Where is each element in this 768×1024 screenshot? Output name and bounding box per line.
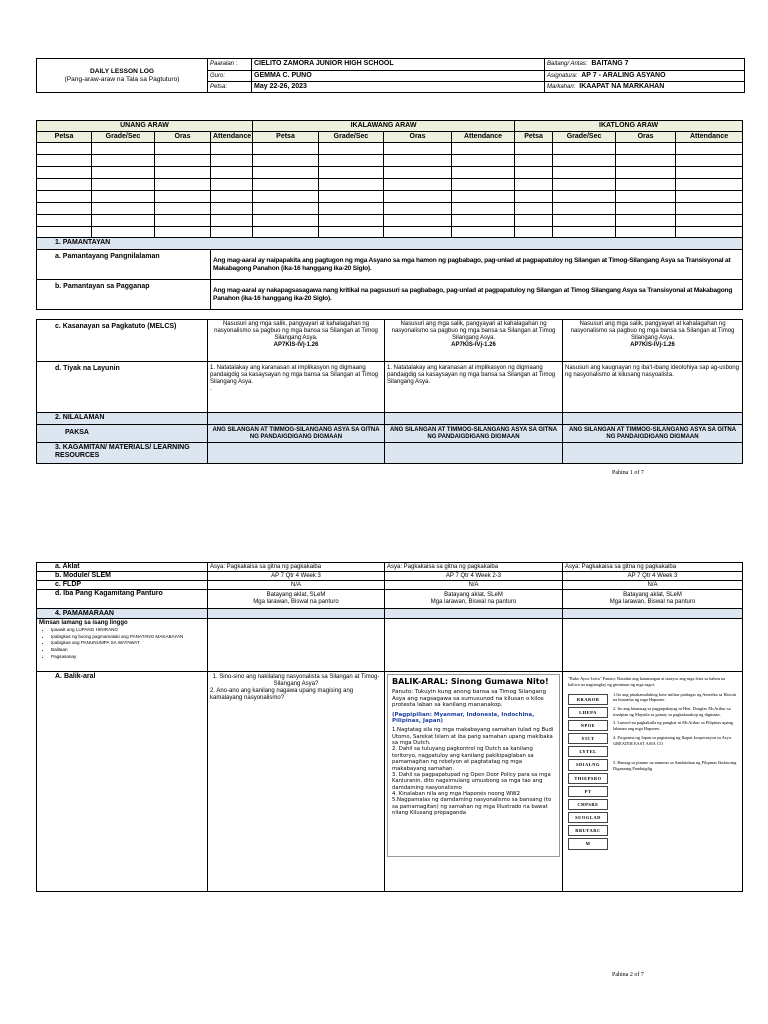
slide-title: BALIK-ARAL: Sinong Gumawa Nito! [392,677,549,687]
markahan-value: IKAAPAT NA MARKAHAN [579,82,665,90]
scramble-word: RBUTARC [568,825,608,836]
list-item: 1.Nagtatag sila ng mga makabayang samahan tulad ng Budi Utomo, Sarekat Islam at iba pang samahan upang makibaka sa mga Dutch. [392,727,554,747]
baitang-cell [545,59,745,71]
resources-table [36,562,743,892]
list-item: 5.Nagpamalas ng damdaming nasyonalismo sa bansang (to sa pamamagitan) ng samahan ng mga Illustrado na bawat nilang Kilusang propaganda [392,797,552,816]
iba-label: d. Iba Pang Kagamitang Panturo [37,590,208,609]
nilalaman-heading: 2. NILALAMAN [37,413,208,425]
col-attendance: Attendance [452,132,515,143]
scramble-word: NPOE [568,720,608,731]
module-day3: AP 7 Qtr 4 Week 3 [563,572,743,581]
aklat-label: a. Aklat [37,563,208,572]
attendance-row [37,155,743,167]
minsan-cell [37,619,208,672]
fldp-day2: N/A [385,581,563,590]
layunin-day2: 1. Natatalakay ang karanasan at implikasyon ng digmaang pandaigdig sa kasaysayan ng mga bansa sa Silangan at Timog Silangang Asya. [385,362,563,413]
paksa-day1: ANG SILANGAN AT TIMMOG-SILANGANG ASYA SA GITNA NG PANDAIGDIGANG DIGMAAN [208,425,385,443]
scramble-word: CHPSRE [568,799,608,810]
asignatura-label: Asignatura: [547,72,578,79]
col-gradesec: Grade/Sec [553,132,616,143]
list-item: 4. Kinalaban nila ang mga Haponés noong WW2 [392,790,520,797]
module-day1: AP 7 Qtr 4 Week 3 [208,572,385,581]
attendance-row [37,167,743,179]
asignatura-cell [545,71,745,82]
kasanayan-day3 [563,320,743,362]
scramble-word: RRAROB [568,694,608,705]
layunin-day1 [208,362,385,413]
col-oras: Oras [155,132,211,143]
list-item: 2. Ito ang binansag sa pagpapahayag ni Hen. Douglas McArthur sa tinalpian ng Maynila sa gamay sa pagkakasakop ng digmaan. [613,706,731,717]
guro-label: Guro: [208,71,252,82]
kasanayan-day1 [208,320,385,362]
col-petsa: Petsa [515,132,553,143]
scramble-word: PT [568,786,608,797]
petsa-value: May 22-26, 2023 [252,82,545,93]
tiyak-na-layunin-label: d. Tiyak na Layunin [37,362,208,413]
list-item: 1.Ito ang pinakamalaking base militar panlugar ng Amerika sa Hawaii na binomba ng mga Hapones. [613,691,737,703]
attendance-row [37,191,743,203]
iba-line2: Mga larawan, Biswal na panturo [609,599,696,606]
baitang-label: Baitang/ Antas: [547,61,588,68]
list-item: • Ipabigkas ang PANUNUMPA SA WATAWAT [51,640,205,647]
paaralan-label: Paaralan : [208,59,252,71]
iba-line1: Batayang aklat, SLeM [444,592,503,599]
col-oras: Oras [616,132,676,143]
balik-aral-q1: 1. Sino-sino ang nakilalang nasyonalista sa Silangan at Timog-Silangang Asya? [212,674,380,688]
list-item: • Pagsasanay [51,654,205,661]
kasanayan-day2 [385,320,563,362]
aklat-day2: Asya: Pagkakaisa sa gitna ng pagkakaiba [385,563,563,572]
slide-panuto: Panuto: Tukuyin kung anong bansa sa Timog Silangang Asya ang nagsagawa sa sumusunod na kilusan o kilos protesta laban sa kanilang mananakop. [392,689,547,709]
kasanayan-label: c. Kasanayan sa Pagkatuto (MELCS) [37,320,208,362]
melc-code: AP7KIS-IVj-1.26 [273,341,319,348]
pamantayan-sa-pagganap-label: b. Pamantayan sa Pagganap [37,280,211,310]
scramble-word: THIEPSRO [568,773,608,784]
pamamaraan-heading: 4. PAMAMARAAN [37,609,208,619]
minsan-list [39,627,205,660]
scramble-word: YICT [568,733,608,744]
attendance-table [36,120,743,239]
balik-aral-day2 [385,672,563,892]
list-item: • Balitaan [51,647,205,654]
list-item: 2. Dahil sa tuluyang pagkontrol ng Dutch sa kanilang teritoryo, nagpatuloy ang kanilang pakikipaglaban sa pamamagitan ng rebelyon at pagtatatag ng mga makabayang samahan. [392,746,534,772]
melc-code: AP7KIS-IVj-1.26 [630,341,675,348]
layunin-day3: Nasusuri ang kaugnayan ng iba't-ibang ideolohiya sap ag-usbong ng nasyonalismo at kilusang nasyoalista. [563,362,743,413]
list-item: 3. Lunsod na pagkakulla ng pangkat ni McArthur sa Pilipinas upang labanan ang mga Hapones. [613,720,733,732]
baitang-value: BAITANG 7 [591,60,629,68]
day3-header: IKATLONG ARAW [515,121,743,132]
day1-header: UNANG ARAW [37,121,253,132]
pamantayan-heading: 1. PAMANTAYAN [37,238,743,250]
header-table [36,58,745,93]
balik-aral-q2: 2. Ano-ano ang kanilang nagawa upang magising ang kamalayang nasyonalismo? [210,687,354,701]
col-gradesec: Grade/Sec [92,132,155,143]
pamantayan-sa-pagganap-text: Ang mag-aaral ay nakapagsasagawa nang kritikal na pagsusuri sa pagbabago, pag-unlad at pagpapatuloy ng Silangan at Timog Silangang Asya sa Transisyonal at Makabagong Panahon (ika-16 hanggang ika-20 Siglo). [211,280,743,310]
paaralan-value: CIELITO ZAMORA JUNIOR HIGH SCHOOL [252,59,545,71]
balik-aral-day3 [563,672,743,892]
word-scramble-image [565,674,740,889]
markahan-label: Markahan: [547,83,576,90]
fldp-day1: N/A [208,581,385,590]
col-attendance: Attendance [211,132,253,143]
kasanayan-text: Nasusuri ang mga salik, pangyayari at kahalagahan ng nasyonalismo sa pagbuo ng mga bansa sa Silangan at Timog Silangang Asya. [570,321,735,341]
layunin-dot: . [210,385,212,392]
day2-header: IKALAWANG ARAW [253,121,515,132]
iba-line2: Mga larawan, Biswal na panturo [430,599,517,606]
kagamitan-heading: 3. KAGAMITAN/ MATERIALS/ LEARNING RESOURCES [37,443,208,464]
balik-aral-day1 [208,672,385,892]
attendance-row [37,203,743,215]
page-number: Pahina 1 of 7 [612,470,644,476]
markahan-cell [545,82,745,93]
scramble-word: LHEPA [568,707,608,718]
scramble-questions [613,692,737,852]
melc-code: AP7KIS-IVj-1.26 [451,341,496,348]
petsa-label: Petsa: [208,82,252,93]
scramble-word: SDIALNG [568,759,608,770]
kasanayan-text: Nasusuri ang mga salik, pangyayari at kahalagahan ng nasyonalismo sa pagbuo ng mga bansa sa Silangan at Timog Silangang Asya. [214,321,378,341]
attendance-row [37,143,743,155]
aklat-day1: Asya: Pagkakaisa sa gitna ng pagkakaiba [208,563,385,572]
scramble-intro: "Buko Ayos-Letra" Panuto: Basahin ang katanungan at isaayos ang mga letra sa kahon na kaliwa na nagtataglay ng ginintuan ng mga sagot. [568,676,726,687]
col-petsa: Petsa [37,132,92,143]
pamantayang-pangnilalaman-text: Ang mag-aaral ay naipapakita ang pagtugon ng mga Asyano sa mga hamon ng pagbabago, pag-unlad at pagpapatuloy ng Silangan at Timog-Silangang Asya sa Transisyonal at Makabagong Panahon (ika-16 hanggang ika-20 Siglo). [211,250,743,280]
iba-day1 [208,590,385,609]
scramble-word: SUOGLAD [568,812,608,823]
attendance-row [37,215,743,227]
list-item: • Ipaawit ang LUPANG HINIRANG [51,627,205,634]
doc-title: DAILY LESSON LOG [89,67,155,75]
paksa-label: PAKSA [37,425,208,443]
col-gradesec: Grade/Sec [319,132,384,143]
kasanayan-text: Nasusuri ang mga salik, pangyayari at kahalagahan ng nasyonalismo sa pagbuo ng mga bansa sa Silangan at Timog Silangang Asya. [391,321,556,341]
guro-value: GEMMA C. PUNO [252,71,545,82]
asignatura-value: AP 7 - ARALING ASYANO [581,71,666,79]
module-label: b. Module/ SLEM [37,572,208,581]
layunin-text: 1. Natatalakay ang karanasan at implikasyon ng digmaang pandaigdig sa kasaysayan ng mga bansa sa Silangan at Timog Silangang Asya. [210,365,379,385]
pamantayang-pangnilalaman-label: a. Pamantayang Pangnilalaman [37,250,211,280]
doc-subtitle: (Pang-araw-araw na Tala sa Pagtuturo) [64,75,180,83]
iba-line1: Batayang aklat, SLeM [266,592,326,599]
scramble-word: M [568,838,608,849]
attendance-row [37,179,743,191]
aklat-day3: Asya: Pagkakaisa sa gitna ng pagkakaiba [563,563,743,572]
slide-choices: (Pagpipilian: Myanmar, Indonesia, Indochina, Pilipinas, Japan) [392,711,535,725]
balik-aral-label: A. Balik-aral [37,672,208,892]
paksa-day3: ANG SILANGAN AT TIMMOG-SILANGANG ASYA SA GITNA NG PANDAIGDIGANG DIGMAAN [563,425,743,443]
slide-items [392,727,555,816]
list-item: 5. Bansag sa pinuno na namuno sa Sandatahan ng Pilipinas Ikalawang Digmaang Pandaigdig [613,760,737,772]
pamantayan-table [36,237,743,310]
scramble-word: LYTEL [568,746,608,757]
module-day2: AP 7 Qtr 4 Week 2-3 [385,572,563,581]
list-item: • Ipabigkas ng buong pagmamalaki ang PANATANG MAKABAYAN [51,634,205,641]
kasanayan-table [36,319,743,464]
col-petsa: Petsa [253,132,319,143]
minsan-heading: Minsan lamang sa isang linggo [39,620,128,627]
iba-line2: Mga larawan, Biswal na panturo [253,599,339,606]
iba-day3 [563,590,743,609]
iba-line1: Batayang aklat, SLeM [623,592,682,599]
list-item: 3. Dahil sa pagpapatupad ng Open Door Policy para sa mga Kanluranin, dito nagsimulang umusbong sa mga tao ang damdaming nasyonalismo [392,771,551,791]
fldp-label: c. FLDP [37,581,208,590]
balik-aral-slide-image [387,674,560,857]
col-oras: Oras [384,132,452,143]
iba-day2 [385,590,563,609]
header-title-cell [37,59,208,93]
fldp-day3: N/A [563,581,743,590]
list-item: 4. Programa ng Japan sa pagtatatag ng Ikapat kooperasyon sa Asya. GREATER EAST ASIA CO [613,734,732,746]
scramble-boxes [568,692,608,852]
paksa-day2: ANG SILANGAN AT TIMMOG-SILANGANG ASYA SA GITNA NG PANDAIGDIGANG DIGMAAN [385,425,563,443]
page-number: Pahina 2 of 7 [612,972,644,978]
col-attendance: Attendance [676,132,743,143]
